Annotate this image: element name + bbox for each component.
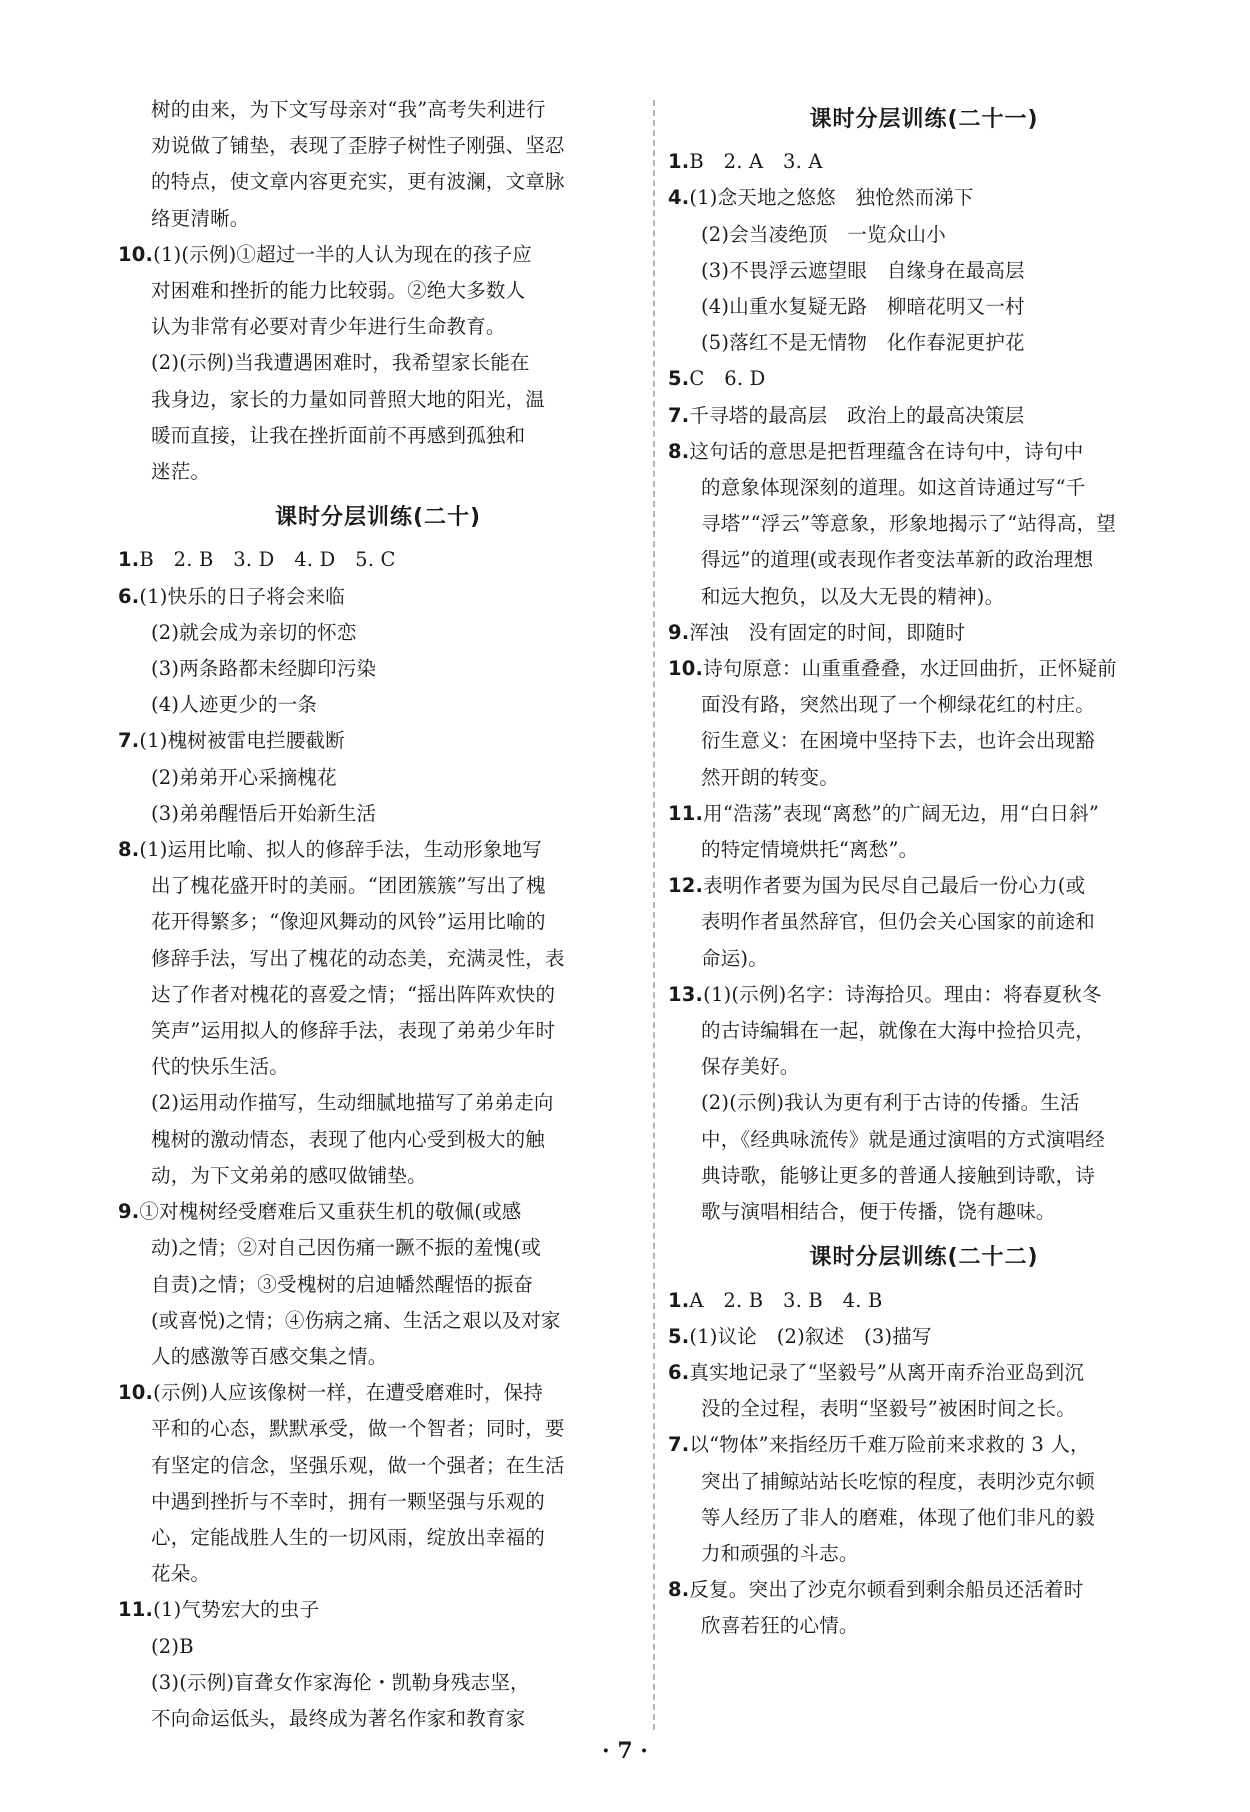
text-line: 典诗歌，能够让更多的普通人接触到诗歌，诗 — [701, 1163, 1096, 1187]
text-line: 命运)。 — [701, 946, 768, 970]
item-number: 10. — [668, 657, 704, 681]
item-number: 5. — [668, 1324, 690, 1348]
item-text: (示例)人应该像树一样，在遭受磨难时，保持 — [153, 1381, 544, 1405]
section-heading: 课时分层训练(二十) — [274, 505, 482, 531]
text-line: (3)不畏浮云遮望眼 自缘身在最高层 — [701, 258, 1025, 282]
text-line: 树的由来，为下文写母亲对“我”高考失利进行 — [151, 98, 546, 121]
answer-item — [668, 361, 1180, 397]
text-line: 得远”的道理(或表现作者变法革新的政治理想 — [701, 548, 1094, 572]
text-line: (2)(示例)当我遭遇困难时，我希望家长能在 — [151, 351, 530, 375]
text-line: (2)B — [151, 1634, 194, 1658]
text-line: 笑声”运用拟人的修辞手法，表现了弟弟少年时 — [151, 1019, 556, 1043]
item-text: A 2. B 3. B 4. B — [689, 1288, 883, 1312]
item-text: 千寻塔的最高层 政治上的最高决策层 — [689, 403, 1025, 427]
item-number: 4. — [668, 186, 690, 210]
text-line: 的特点，使文章内容更充实，更有波澜，文章脉 — [151, 170, 565, 194]
item-number: 7. — [668, 1433, 690, 1457]
item-text: B 2. A 3. A — [689, 150, 823, 174]
item-text: C 6. D — [689, 367, 766, 391]
text-line: 欣喜若狂的心情。 — [701, 1614, 859, 1638]
answer-item — [668, 796, 1180, 832]
text-line: 自责)之情；③受槐树的启迪幡然醒悟的振奋 — [151, 1272, 534, 1296]
text-line: 保存美好。 — [701, 1055, 800, 1079]
text-line: 的古诗编辑在一起，就像在大海中捡拾贝壳， — [701, 1019, 1096, 1043]
text-line: 修辞手法，写出了槐花的动态美，充满灵性，表 — [151, 946, 565, 970]
text-line: (4)山重水复疑无路 柳暗花明又一村 — [701, 295, 1025, 319]
text-line: 动，为下文弟弟的感叹做铺垫。 — [151, 1163, 427, 1187]
answer-item — [118, 723, 638, 759]
left-column — [118, 92, 638, 1737]
text-line: (2)运用动作描写，生动细腻地描写了弟弟走向 — [151, 1091, 554, 1115]
section-heading: 课时分层训练(二十二) — [809, 1245, 1039, 1271]
text-line: 动)之情；②对自己因伤痛一蹶不振的羞愧(或 — [151, 1236, 541, 1260]
text-line: 对困难和挫折的能力比较弱。②绝大多数人 — [151, 279, 526, 303]
text-line: 中，《经典咏流传》就是通过演唱的方式演唱经 — [701, 1127, 1105, 1151]
answer-item — [118, 1592, 638, 1628]
column-divider — [653, 100, 655, 1730]
item-text: 这句话的意思是把哲理蕴含在诗句中，诗句中 — [689, 439, 1084, 463]
item-text: 浑浊 没有固定的时间，即随时 — [689, 620, 966, 644]
answer-item — [118, 1375, 638, 1411]
item-number: 13. — [668, 982, 704, 1006]
text-line: 衍生意义：在困境中坚持下去，也许会出现豁 — [701, 729, 1096, 753]
item-text: B 2. B 3. D 4. D 5. C — [139, 548, 396, 572]
answer-item — [668, 868, 1180, 904]
item-number: 6. — [668, 1360, 690, 1384]
text-line: 达了作者对槐花的喜爱之情；“摇出阵阵欢快的 — [151, 982, 556, 1006]
item-number: 10. — [118, 242, 154, 266]
text-line: 花开得繁多；“像迎风舞动的风铃”运用比喻的 — [151, 910, 546, 934]
answer-item — [118, 237, 638, 273]
item-text: 反复。突出了沙克尔顿看到剩余船员还活着时 — [689, 1578, 1084, 1602]
text-line: 迷茫。 — [151, 460, 211, 484]
item-text: (1)(示例)名字：诗海拾贝。理由：将春夏秋冬 — [703, 982, 1102, 1006]
item-number: 8. — [668, 439, 690, 463]
text-line: 心，定能战胜人生的一切风雨，绽放出幸福的 — [151, 1525, 546, 1549]
text-line: 认为非常有必要对青少年进行生命教育。 — [151, 315, 506, 339]
item-number: 9. — [668, 620, 690, 644]
text-line: 歌与演唱相结合，便于传播，饶有趣味。 — [701, 1200, 1056, 1224]
text-line: 槐树的激动情态，表现了他内心受到极大的触 — [151, 1127, 546, 1151]
text-line: 寻塔”“浮云”等意象，形象地揭示了“站得高，望 — [701, 512, 1116, 536]
item-number: 5. — [668, 367, 690, 391]
text-line: 不向命运低头，最终成为著名作家和教育家 — [151, 1706, 526, 1730]
text-line: (4)人迹更少的一条 — [151, 693, 318, 717]
item-text: 以“物体”来指经历千难万险前来求救的 3 人， — [689, 1433, 1090, 1457]
text-line: 平和的心态，默默承受，做一个智者；同时，要 — [151, 1417, 565, 1441]
text-line: 没的全过程，表明“坚毅号”被困时间之长。 — [701, 1397, 1076, 1421]
item-text: 诗句原意：山重重叠叠，水迂回曲折，正怀疑前 — [703, 657, 1117, 681]
text-line: 劝说做了铺垫，表现了歪脖子树性子刚强、坚忍 — [151, 134, 565, 158]
answer-item — [118, 579, 638, 615]
text-line: 的特定情境烘托“离愁”。 — [701, 838, 919, 862]
item-number: 7. — [668, 403, 690, 427]
text-line: 暖而直接，让我在挫折面前不再感到孤独和 — [151, 423, 526, 447]
item-number: 12. — [668, 874, 704, 898]
section-heading: 课时分层训练(二十一) — [809, 107, 1039, 132]
text-line: 人的感激等百感交集之情。 — [151, 1344, 388, 1368]
item-number: 8. — [668, 1578, 690, 1602]
text-line: 突出了捕鲸站站长吃惊的程度，表明沙克尔顿 — [701, 1469, 1096, 1493]
item-text: (1)快乐的日子将会来临 — [139, 584, 345, 608]
text-line: 出了槐花盛开时的美丽。“团团簇簇”写出了槐 — [151, 874, 546, 898]
text-line: 等人经历了非人的磨难，体现了他们非凡的毅 — [701, 1505, 1096, 1529]
answer-item — [118, 832, 638, 868]
item-number: 6. — [118, 584, 140, 608]
answer-item — [668, 651, 1180, 687]
text-line: 络更清晰。 — [151, 206, 250, 230]
item-number: 9. — [118, 1200, 140, 1224]
text-line: (5)落红不是无情物 化作春泥更护花 — [701, 331, 1025, 355]
item-text: 表明作者要为国为民尽自己最后一份心力(或 — [703, 874, 1086, 898]
text-line: (2)弟弟开心采摘槐花 — [151, 765, 337, 789]
text-line: 力和顽强的斗志。 — [701, 1541, 859, 1565]
answer-item — [668, 1355, 1180, 1391]
item-text: (1)运用比喻、拟人的修辞手法，生动形象地写 — [139, 838, 542, 862]
answer-item — [668, 977, 1180, 1013]
text-line: (3)弟弟醒悟后开始新生活 — [151, 801, 377, 825]
page-number: · 7 · — [602, 1738, 648, 1764]
answer-item — [668, 144, 1180, 180]
text-line: 我身边，家长的力量如同普照大地的阳光，温 — [151, 387, 546, 411]
item-number: 11. — [118, 1598, 154, 1622]
text-line: 中遇到挫折与不幸时，拥有一颗坚强与乐观的 — [151, 1489, 546, 1513]
item-text: 用“浩荡”表现“离愁”的广阔无边，用“白日斜” — [703, 801, 1100, 825]
text-line: 面没有路，突然出现了一个柳绿花红的村庄。 — [701, 693, 1096, 717]
answer-item — [668, 1572, 1180, 1608]
text-line: 的意象体现深刻的道理。如这首诗通过写“千 — [701, 476, 1086, 500]
text-line: 代的快乐生活。 — [151, 1055, 289, 1079]
item-number: 1. — [118, 548, 140, 572]
text-line: 然开朗的转变。 — [701, 765, 839, 789]
item-number: 8. — [118, 838, 140, 862]
item-text: (1)槐树被雷电拦腰截断 — [139, 729, 345, 753]
item-text: (1)议论 (2)叙述 (3)描写 — [689, 1324, 932, 1348]
answer-item — [668, 434, 1180, 470]
item-number: 10. — [118, 1381, 154, 1405]
item-text: ①对槐树经受磨难后又重获生机的敬佩(或感 — [139, 1200, 522, 1224]
answer-item — [118, 1194, 638, 1230]
text-line: 花朵。 — [151, 1562, 211, 1586]
answer-item — [668, 398, 1180, 434]
item-text: 真实地记录了“坚毅号”从离开南乔治亚岛到沉 — [689, 1360, 1085, 1384]
item-text: (1)(示例)①超过一半的人认为现在的孩子应 — [153, 242, 532, 266]
text-line: 有坚定的信念，坚强乐观，做一个强者；在生活 — [151, 1453, 565, 1477]
text-line: (或喜悦)之情；④伤病之痛、生活之艰以及对家 — [151, 1308, 561, 1332]
item-number: 1. — [668, 1288, 690, 1312]
answer-item — [668, 615, 1180, 651]
answer-item — [668, 1319, 1180, 1355]
item-number: 7. — [118, 729, 140, 753]
text-line: (2)(示例)我认为更有利于古诗的传播。生活 — [701, 1091, 1080, 1115]
answer-item — [668, 180, 1180, 216]
answer-item — [668, 1427, 1180, 1463]
text-line: (2)就会成为亲切的怀恋 — [151, 620, 357, 644]
item-number: 11. — [668, 801, 704, 825]
text-line: (3)(示例)盲聋女作家海伦・凯勒身残志坚， — [151, 1670, 530, 1694]
item-text: (1)念天地之悠悠 独怆然而涕下 — [689, 186, 974, 210]
right-column — [668, 92, 1180, 1645]
text-line: (2)会当凌绝顶 一览众山小 — [701, 222, 946, 246]
text-line: 和远大抱负，以及大无畏的精神)。 — [701, 584, 1005, 608]
text-line: 表明作者虽然辞官，但仍会关心国家的前途和 — [701, 910, 1096, 934]
item-number: 1. — [668, 150, 690, 174]
item-text: (1)气势宏大的虫子 — [153, 1598, 320, 1622]
answer-item — [668, 1283, 1180, 1319]
text-line: (3)两条路都未经脚印污染 — [151, 657, 377, 681]
answer-item — [118, 542, 638, 578]
